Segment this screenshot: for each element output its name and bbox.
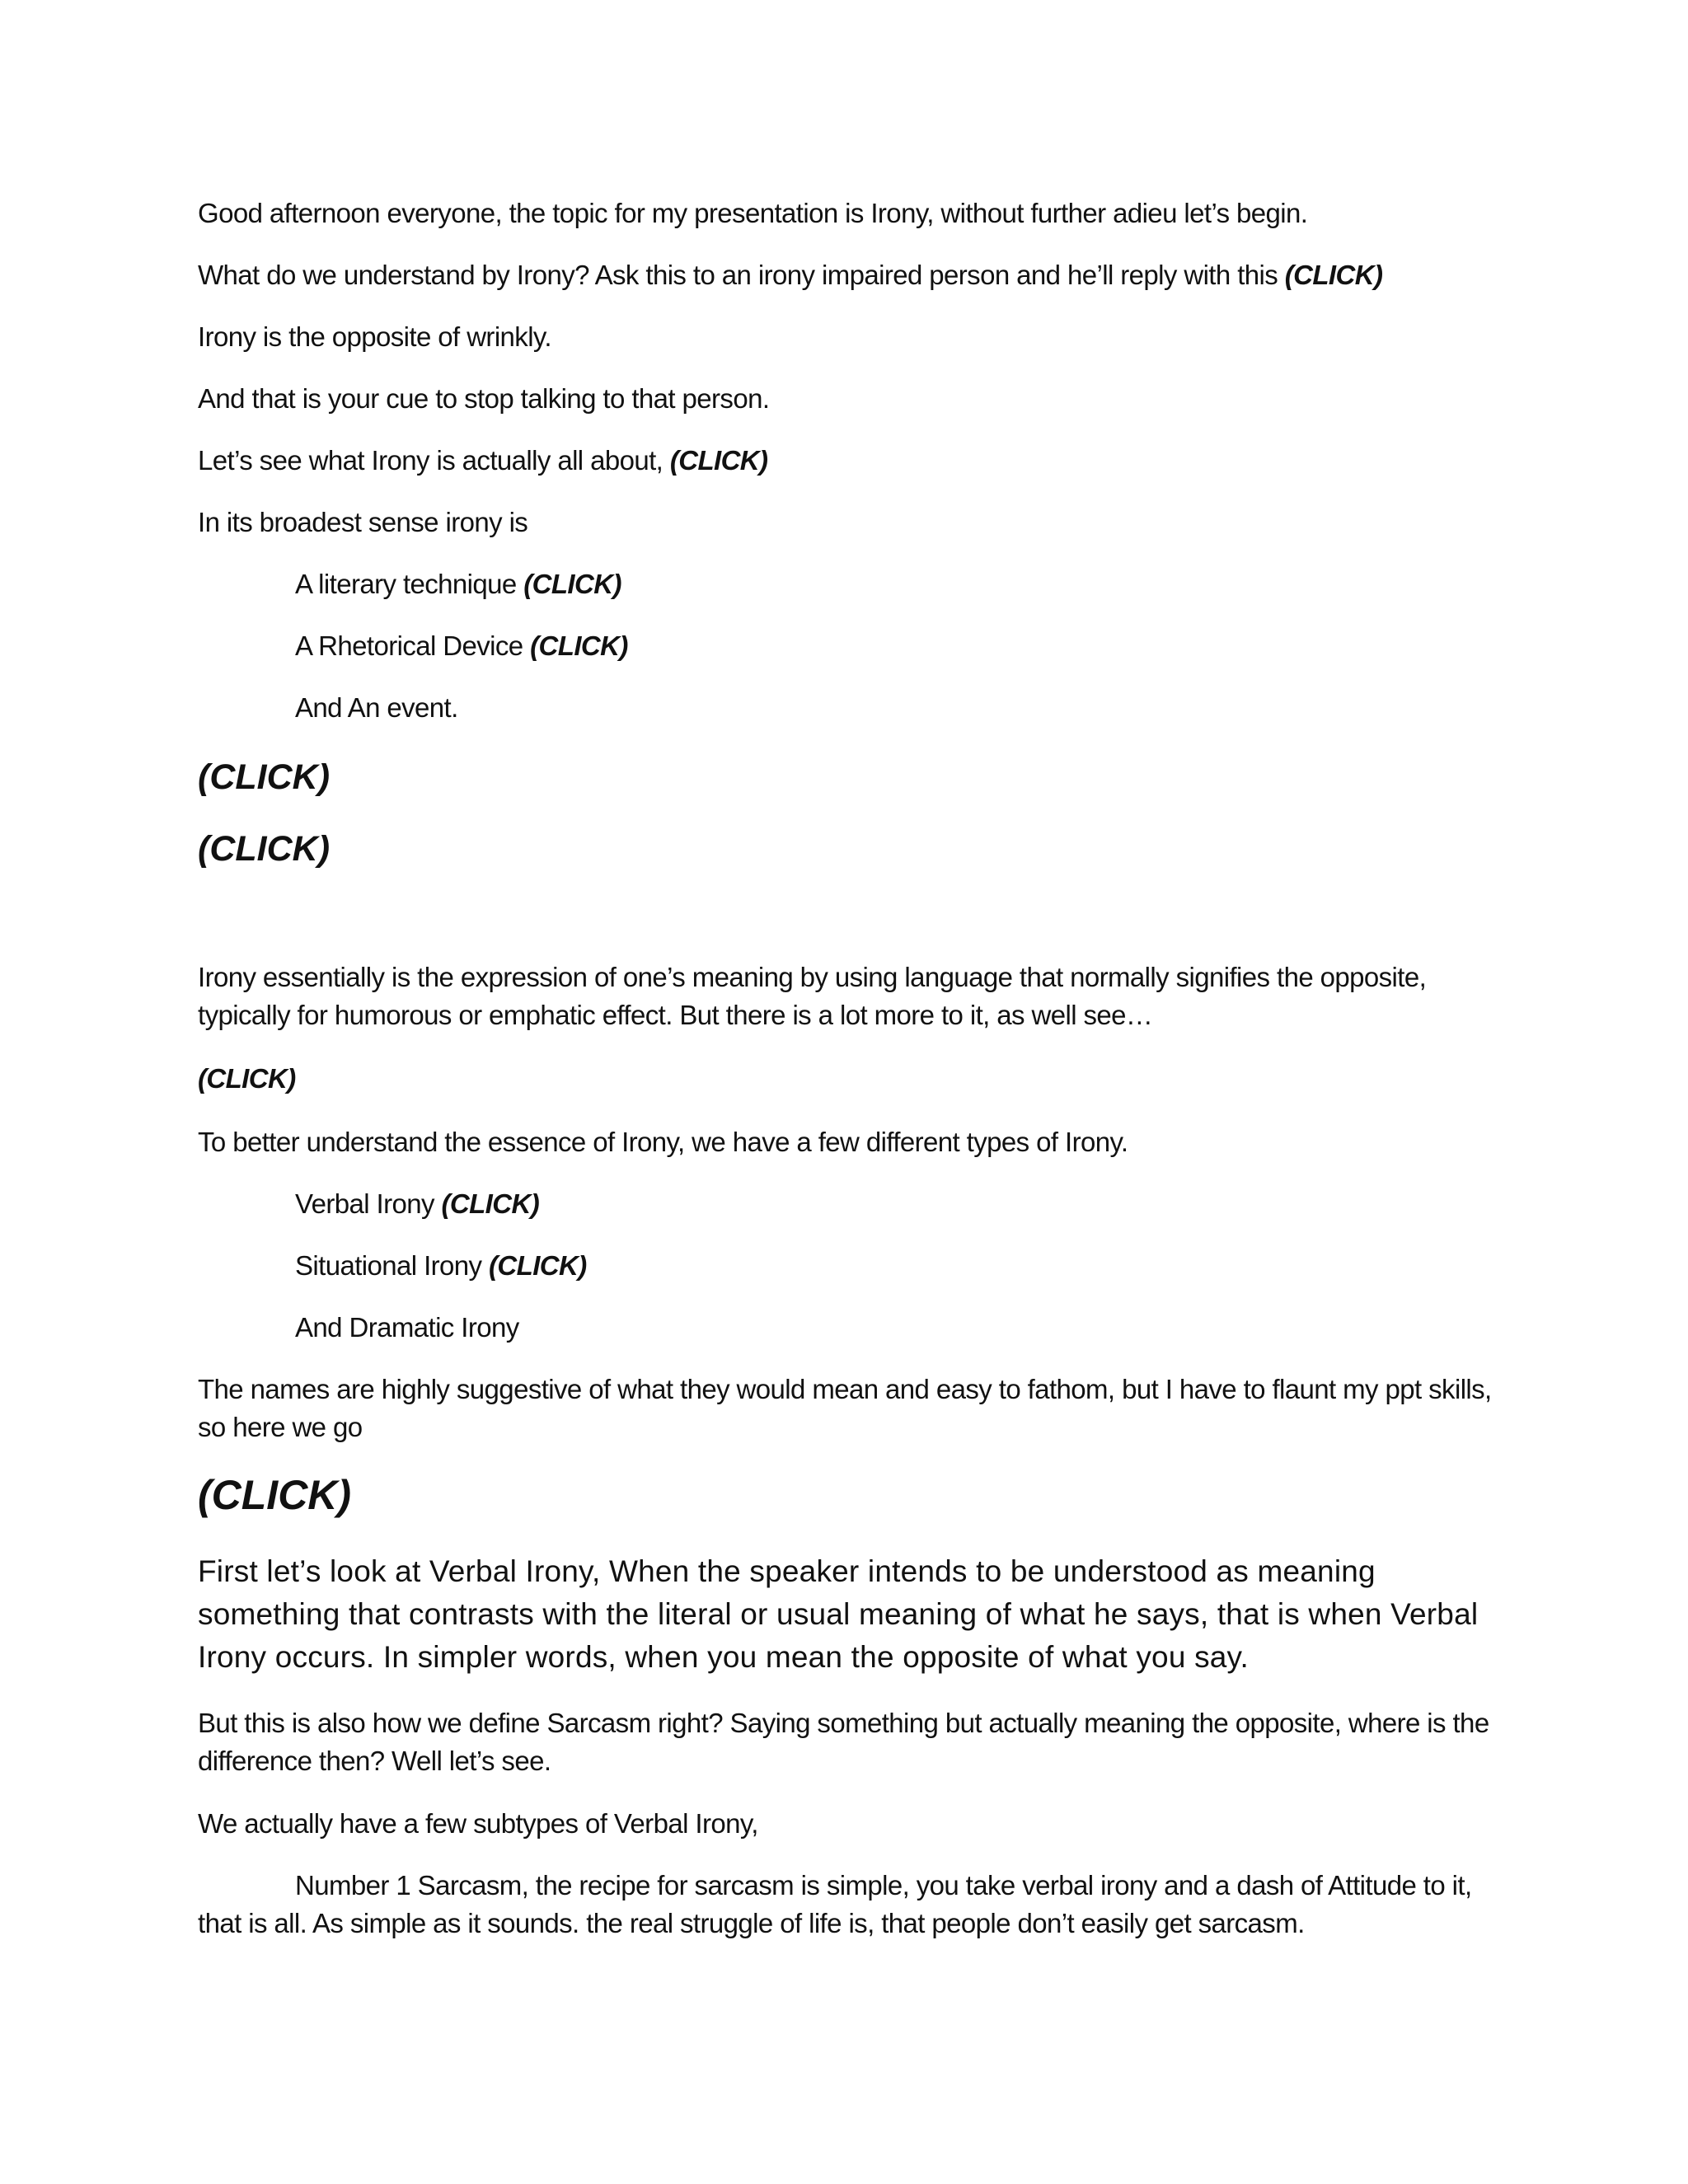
text-line [198,504,1500,541]
types-intro-text: To better understand the essence of Irony, we have a few different types of Irony. [198,1127,1128,1157]
joke-text: Irony is the opposite of wrinkly. [198,321,551,352]
list-item-text: Situational Irony [295,1250,490,1281]
definition-paragraph: Irony essentially is the expression of one’s meaning by using language that normally signifies the opposite, typically for humorous or emphatic effect. But there is a lot more to it, as well see… [198,962,1427,1030]
question-text: What do we understand by Irony? Ask this to an irony impaired person and he’ll reply with this [198,260,1285,290]
text-line [198,318,1500,356]
text-line [198,256,1500,294]
sarcasm-question-paragraph: But this is also how we define Sarcasm right? Saying something but actually meaning the opposite, where is the difference then? Well let’s see. [198,1708,1489,1776]
list-item-text: Verbal Irony [295,1188,442,1219]
broad-sense-text: In its broadest sense irony is [198,507,528,537]
click-cue: (CLICK) [198,1063,296,1094]
text-line [198,194,1500,232]
text-line [198,1805,1500,1843]
click-cue-heading: (CLICK) [198,829,331,869]
list-item [295,1309,1597,1347]
list-item-text: And An event. [295,692,458,723]
ppt-skills-paragraph: The names are highly suggestive of what they would mean and easy to fathom, but I have to flaunt my ppt skills, so here we go [198,1374,1492,1442]
click-cue: (CLICK) [1284,260,1383,290]
text-line [198,1123,1500,1161]
text-line [198,380,1500,418]
list-item-text: And Dramatic Irony [295,1312,519,1343]
intro-text: Let’s see what Irony is actually all about, [198,445,670,476]
list-item-text: A Rhetorical Device [295,630,531,661]
list-item [295,627,1597,665]
list-item-text: A literary technique [295,569,524,599]
cue-text: And that is your cue to stop talking to that person. [198,383,770,414]
text-line [198,442,1500,480]
list-item [295,689,1597,727]
sarcasm-paragraph: Number 1 Sarcasm, the recipe for sarcasm is simple, you take verbal irony and a dash of Attitude to it, that is all. As simple as it sounds. the real struggle of life is, that people don’t easily get sarcasm. [198,1870,1472,1938]
click-cue: (CLICK) [523,569,621,599]
list-item [295,565,1597,603]
list-item [295,1185,1597,1223]
verbal-irony-paragraph: First let’s look at Verbal Irony, When the speaker intends to be understood as meaning something that contrasts with the literal or usual meaning of what he says, that is when Verbal Irony occurs. In simpler words, when you mean the opposite of what you say. [198,1554,1479,1674]
subtypes-text: We actually have a few subtypes of Verbal Irony, [198,1808,758,1839]
click-cue-heading: (CLICK) [198,757,331,797]
greeting-text: Good afternoon everyone, the topic for my presentation is Irony, without further adieu let’s begin. [198,198,1308,228]
click-cue: (CLICK) [669,445,768,476]
click-cue-heading: (CLICK) [198,1472,352,1518]
click-cue: (CLICK) [441,1188,540,1219]
list-item [295,1247,1597,1285]
click-cue: (CLICK) [489,1250,587,1281]
text-line [198,1060,1500,1098]
click-cue: (CLICK) [530,630,628,661]
